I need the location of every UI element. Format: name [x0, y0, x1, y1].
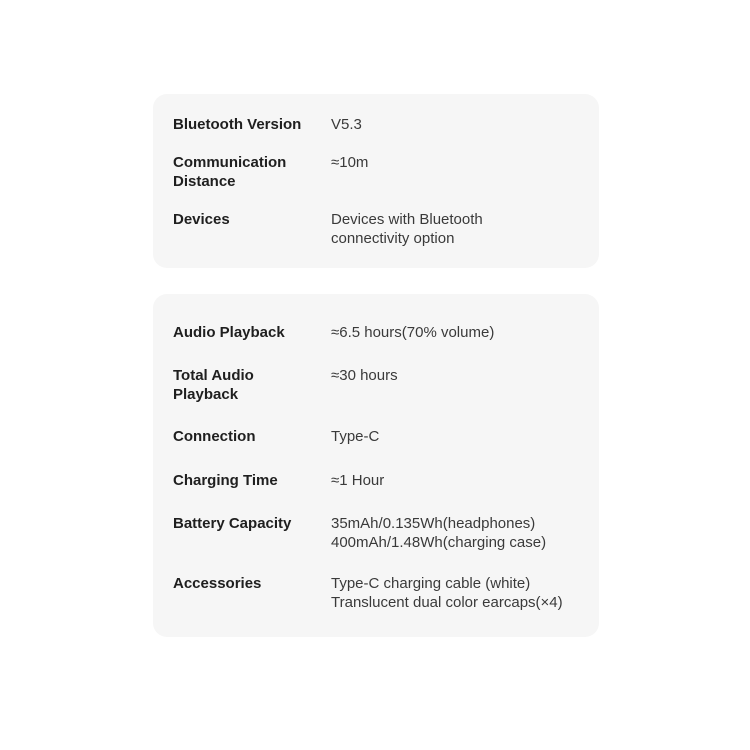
spec-row-audio-playback [173, 324, 589, 343]
spec-value: Type-C [331, 428, 380, 445]
spec-row-connection [173, 428, 589, 447]
spec-row-battery-capacity [173, 515, 589, 552]
spec-row-communication-distance [173, 154, 589, 191]
spec-value: 35mAh/0.135Wh(headphones) 400mAh/1.48Wh(charging case) [331, 515, 547, 551]
spec-value: Devices with Bluetooth connectivity option [331, 211, 483, 247]
spec-value: Type-C charging cable (white) Translucent dual color earcaps(×4) [331, 575, 563, 611]
spec-value: V5.3 [331, 116, 362, 133]
spec-label: Total Audio Playback [173, 367, 254, 403]
spec-label: Devices [173, 211, 230, 228]
spec-value: ≈30 hours [331, 367, 398, 384]
spec-label: Accessories [173, 575, 262, 592]
spec-row-charging-time [173, 472, 589, 491]
spec-value: ≈1 Hour [331, 472, 385, 489]
spec-label: Charging Time [173, 472, 278, 489]
spec-value: ≈10m [331, 154, 369, 171]
power-spec-card [153, 294, 599, 637]
connectivity-spec-card [153, 94, 599, 268]
spec-value: ≈6.5 hours(70% volume) [331, 324, 495, 341]
spec-row-accessories [173, 575, 589, 612]
spec-label: Connection [173, 428, 256, 445]
spec-row-total-audio-playback [173, 367, 589, 404]
spec-label: Bluetooth Version [173, 116, 302, 133]
spec-label: Communication Distance [173, 154, 287, 190]
spec-label: Battery Capacity [173, 515, 292, 532]
spec-row-bluetooth-version [173, 116, 589, 135]
spec-label: Audio Playback [173, 324, 285, 341]
spec-row-devices [173, 211, 589, 248]
